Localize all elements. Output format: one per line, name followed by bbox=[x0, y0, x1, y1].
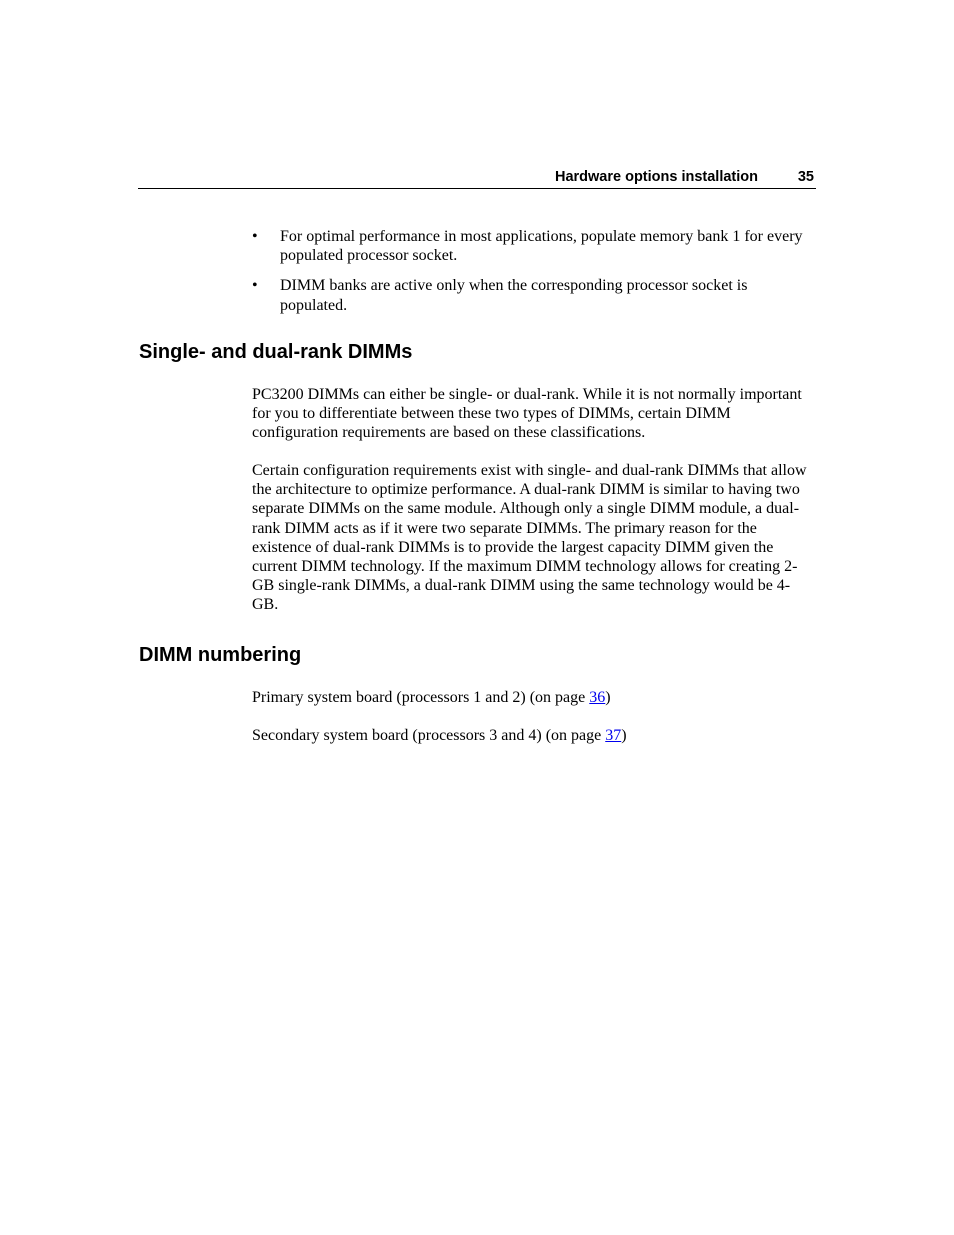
secondary-board-text: Secondary system board (processors 3 and 4) (on page bbox=[252, 727, 606, 744]
running-header bbox=[138, 168, 816, 189]
bullet-marker: • bbox=[252, 277, 258, 295]
bullet-text: For optimal performance in most applications, populate memory bank 1 for every populated processor socket. bbox=[280, 228, 803, 265]
secondary-board-suffix: ) bbox=[621, 727, 627, 744]
page-link-36[interactable]: 36 bbox=[589, 689, 606, 706]
bullet-item bbox=[252, 276, 812, 314]
secondary-board-reference bbox=[252, 726, 627, 745]
bullet-list bbox=[252, 227, 812, 326]
running-header-title: Hardware options installation bbox=[554, 169, 758, 185]
primary-board-reference bbox=[252, 688, 611, 707]
page-link-37[interactable]: 37 bbox=[605, 727, 622, 744]
bullet-text: DIMM banks are active only when the corresponding processor socket is populated. bbox=[280, 277, 748, 314]
bullet-item bbox=[252, 227, 812, 265]
ranks-paragraph-1: PC3200 DIMMs can either be single- or dual-rank. While it is not normally important for you to differentiate between these two types of DIMMs, certain DIMM configuration requirements are based on these classifications. bbox=[252, 386, 802, 442]
bullet-marker: • bbox=[252, 228, 258, 245]
primary-board-text: Primary system board (processors 1 and 2) (on page bbox=[252, 689, 590, 706]
ranks-paragraph-2: Certain configuration requirements exist with single- and dual-rank DIMMs that allow the architecture to optimize performance. A dual-rank DIMM is similar to having two separate DIMMs on the same module. Although only a single DIMM module, a dual-rank DIMM acts as if it were two separate DIMMs. The primary reason for the existence of dual-rank DIMMs is to provide the largest capacity DIMM given the current DIMM technology. If the maximum DIMM technology allows for creating 2-GB single-rank DIMMs, a dual-rank DIMM using the same technology would be 4-GB. bbox=[252, 462, 807, 614]
primary-board-suffix: ) bbox=[605, 689, 611, 706]
section-heading-numbering: DIMM numbering bbox=[139, 644, 302, 666]
page-number: 35 bbox=[797, 169, 814, 185]
section-heading-ranks: Single- and dual-rank DIMMs bbox=[139, 341, 413, 363]
